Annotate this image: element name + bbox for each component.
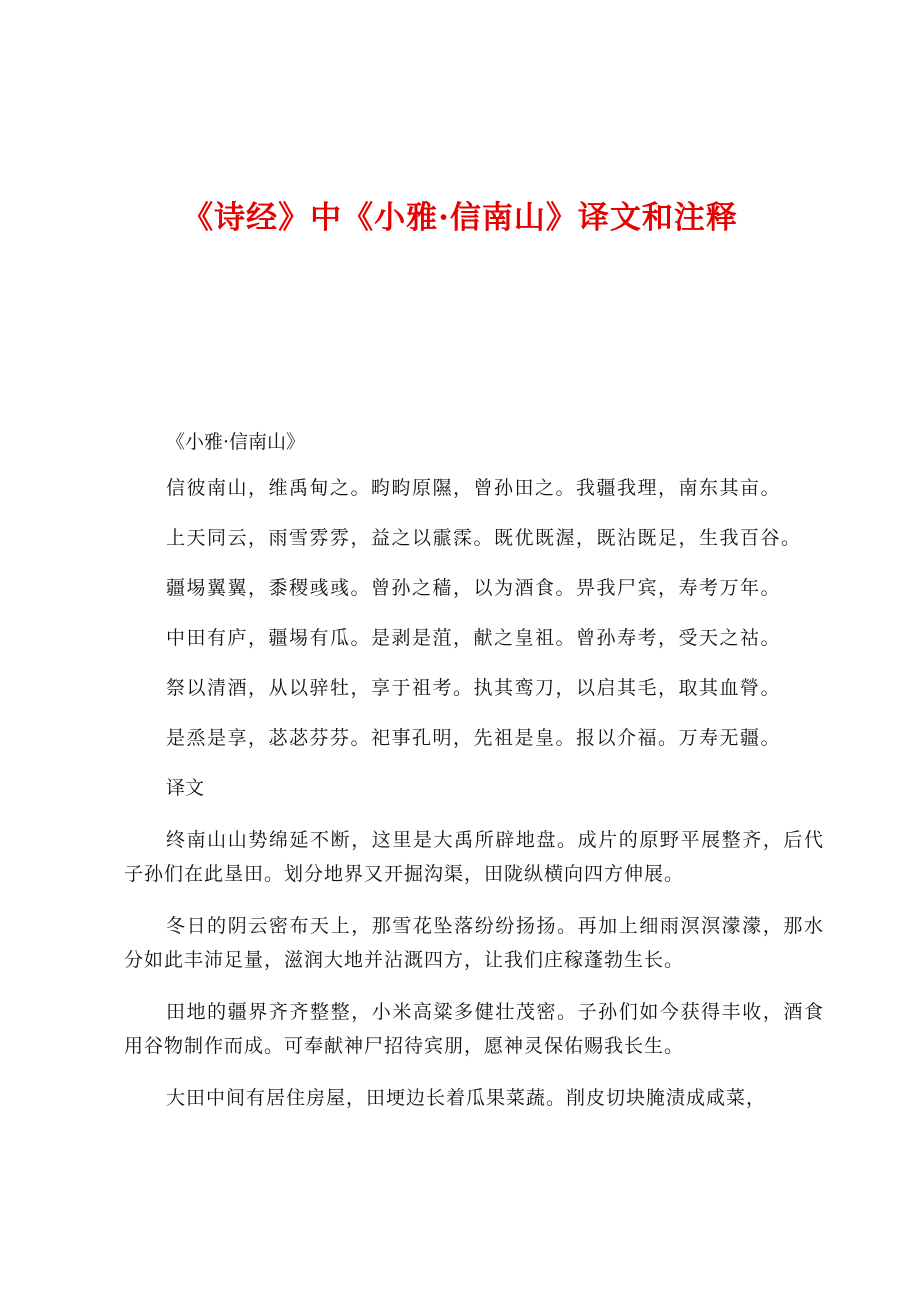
translation-paragraph: 大田中间有居住房屋，田埂边长着瓜果菜蔬。削皮切块腌渍成咸菜，: [166, 1087, 767, 1109]
translation-paragraph: 终南山山势绵延不断，这里是大禹所辟地盘。成片的原野平展整齐，后代子孙们在此垦田。划分地界又开掘沟渠，田陇纵横向四方伸展。: [124, 829, 824, 885]
poem-line: 祭以清酒，从以骍牡，享于祖考。执其鸾刀，以启其毛，取其血膋。: [166, 677, 782, 699]
poem-line: 信彼南山，维禹甸之。畇畇原隰，曾孙田之。我疆我理，南东其亩。: [166, 477, 782, 499]
document-body: [124, 425, 824, 1133]
poem-heading: 《小雅·信南山》: [166, 431, 306, 453]
translation-heading: 译文: [166, 777, 205, 799]
poem-line: 是烝是享，苾苾芬芬。祀事孔明，先祖是皇。报以介福。万寿无疆。: [166, 727, 782, 749]
translation-paragraph: 田地的疆界齐齐整整，小米高粱多健壮茂密。子孙们如今获得丰收，酒食用谷物制作而成。可奉献神尸招待宾朋，愿神灵保佑赐我长生。: [124, 1001, 824, 1057]
poem-line: 上天同云，雨雪雰雰，益之以霢霂。既优既渥，既沾既足，生我百谷。: [166, 527, 802, 549]
translation-paragraph: 冬日的阴云密布天上，那雪花坠落纷纷扬扬。再加上细雨溟溟濛濛，那水分如此丰沛足量，滋润大地并沾溉四方，让我们庄稼蓬勃生长。: [124, 915, 824, 971]
page-title: 《诗经》中《小雅·信南山》译文和注释: [182, 200, 738, 236]
poem-line: 中田有庐，疆埸有瓜。是剥是菹，献之皇祖。曾孙寿考，受天之祜。: [166, 627, 782, 649]
poem-line: 疆埸翼翼，黍稷彧彧。曾孙之穑，以为酒食。畀我尸宾，寿考万年。: [166, 577, 782, 599]
